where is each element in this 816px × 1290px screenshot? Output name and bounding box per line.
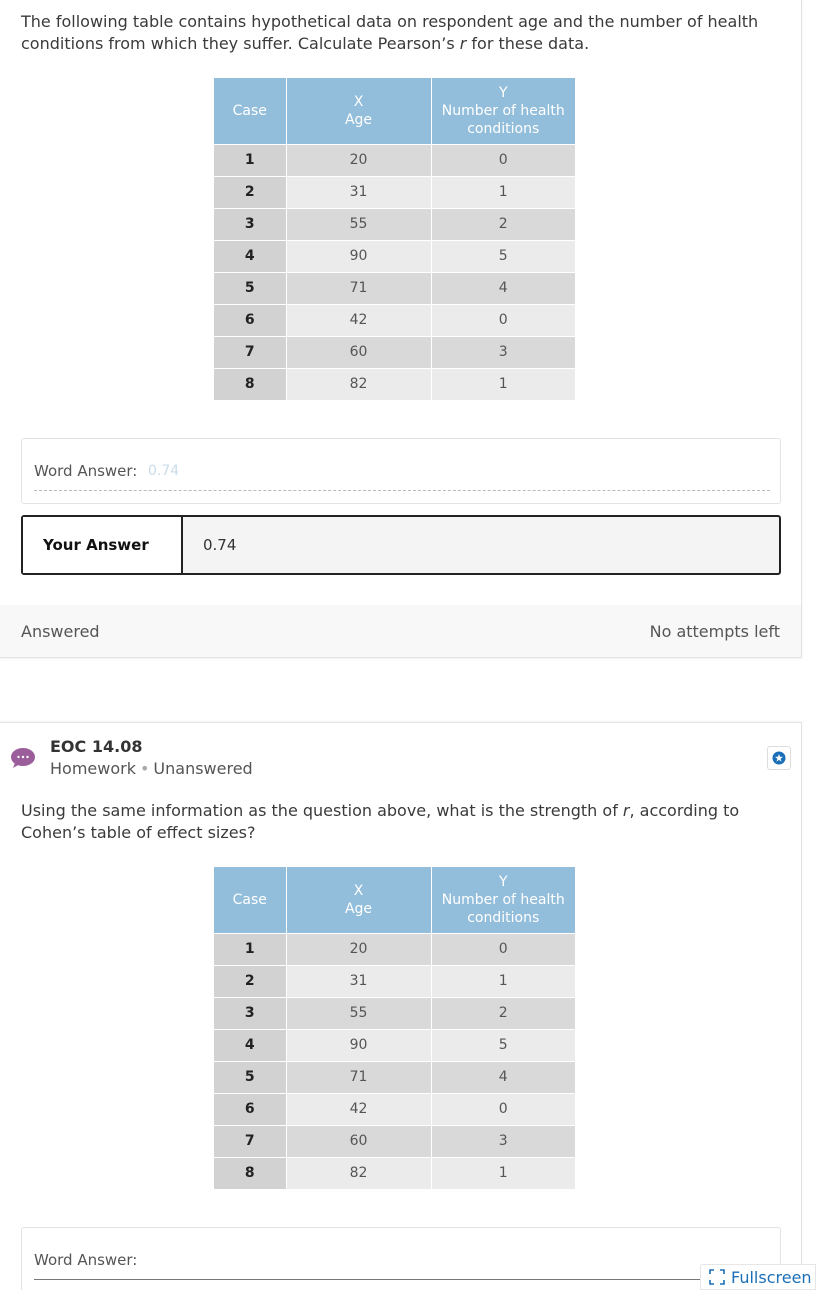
cell-health-conditions: 0 (431, 1093, 575, 1125)
answer-underline (34, 1279, 770, 1280)
separator-dot: • (139, 759, 150, 778)
answer-status: Answered (21, 622, 100, 641)
cell-health-conditions: 5 (431, 240, 575, 272)
attempts-remaining: No attempts left (649, 622, 780, 641)
cell-health-conditions: 1 (431, 965, 575, 997)
question-card-2 (0, 722, 802, 1290)
header-x-age (286, 78, 431, 144)
cell-case: 6 (214, 1093, 286, 1125)
cell-case: 7 (214, 1125, 286, 1157)
cell-health-conditions: 1 (431, 1157, 575, 1189)
cell-age: 20 (286, 144, 431, 176)
fullscreen-label: Fullscreen (731, 1267, 812, 1287)
question-1-footer (0, 605, 801, 657)
cell-health-conditions: 0 (431, 304, 575, 336)
cell-case: 3 (214, 208, 286, 240)
cell-health-conditions: 3 (431, 1125, 575, 1157)
cell-age: 82 (286, 368, 431, 400)
word-answer-box (21, 438, 781, 504)
cell-age: 90 (286, 1029, 431, 1061)
table-row (214, 144, 575, 176)
cell-health-conditions: 1 (431, 176, 575, 208)
cell-case: 4 (214, 1029, 286, 1061)
cell-age: 42 (286, 304, 431, 336)
cell-case: 1 (214, 933, 286, 965)
prompt-text-end: for these data. (466, 34, 590, 53)
header-conditions-label: Number of health conditions (441, 102, 565, 137)
table-row (214, 336, 575, 368)
header-case: Case (214, 867, 286, 933)
cell-case: 6 (214, 304, 286, 336)
word-answer-box (21, 1227, 781, 1290)
table-row (214, 176, 575, 208)
prompt-italic-r: r (622, 801, 630, 820)
question-status: Unanswered (153, 759, 253, 778)
word-answer-label: Word Answer: (34, 462, 138, 480)
table-row (214, 933, 575, 965)
header-x-age (286, 867, 431, 933)
cell-age: 42 (286, 1093, 431, 1125)
your-answer-value: 0.74 (203, 536, 237, 554)
cell-case: 2 (214, 965, 286, 997)
header-y-label: Y (498, 873, 508, 890)
header-age-label: Age (344, 111, 373, 128)
header-x-label: X (353, 93, 364, 110)
word-answer-label: Word Answer: (34, 1251, 138, 1269)
prompt-text: The following table contains hypothetical data on respondent age and the number of health conditions from which they suffer. Calculate Pearson’s (21, 12, 759, 53)
star-badge-icon (772, 751, 786, 765)
bookmark-button[interactable] (767, 746, 791, 770)
table-row (214, 240, 575, 272)
data-table-2 (214, 867, 575, 1189)
cell-age: 60 (286, 336, 431, 368)
fullscreen-button[interactable] (700, 1264, 816, 1290)
cell-case: 5 (214, 1061, 286, 1093)
cell-case: 7 (214, 336, 286, 368)
cell-case: 1 (214, 144, 286, 176)
cell-case: 4 (214, 240, 286, 272)
header-x-label: X (353, 882, 364, 899)
data-table-1 (214, 78, 575, 400)
cell-health-conditions: 2 (431, 208, 575, 240)
table-header-row (214, 78, 575, 144)
cell-health-conditions: 0 (431, 144, 575, 176)
table-row (214, 1093, 575, 1125)
answer-underline (34, 490, 770, 491)
table-body-1 (214, 144, 575, 400)
your-answer-box (21, 515, 781, 575)
cell-age: 31 (286, 176, 431, 208)
question-2-prompt (21, 800, 781, 844)
question-meta (50, 759, 253, 778)
cell-case: 2 (214, 176, 286, 208)
table-row (214, 1125, 575, 1157)
header-y-conditions (431, 867, 575, 933)
cell-age: 71 (286, 272, 431, 304)
header-conditions-label: Number of health conditions (441, 891, 565, 926)
header-case: Case (214, 78, 286, 144)
header-y-conditions (431, 78, 575, 144)
expand-icon (709, 1269, 725, 1285)
cell-health-conditions: 1 (431, 368, 575, 400)
prompt-italic-r: r (459, 34, 467, 53)
cell-age: 90 (286, 240, 431, 272)
table-row (214, 997, 575, 1029)
cell-health-conditions: 4 (431, 1061, 575, 1093)
cell-health-conditions: 3 (431, 336, 575, 368)
cell-health-conditions: 2 (431, 997, 575, 1029)
chat-bubble-icon[interactable] (10, 747, 36, 769)
cell-case: 8 (214, 1157, 286, 1189)
cell-case: 3 (214, 997, 286, 1029)
header-y-label: Y (498, 84, 508, 101)
cell-age: 82 (286, 1157, 431, 1189)
table-row (214, 1029, 575, 1061)
table-row (214, 1157, 575, 1189)
table-body-2 (214, 933, 575, 1189)
your-answer-label: Your Answer (23, 517, 183, 573)
question-title: EOC 14.08 (50, 737, 143, 756)
prompt-text-end: , according to Cohen’s table of effect sizes? (21, 801, 740, 842)
table-row (214, 208, 575, 240)
cell-health-conditions: 4 (431, 272, 575, 304)
header-age-label: Age (344, 900, 373, 917)
cell-age: 31 (286, 965, 431, 997)
question-1-prompt (21, 11, 781, 55)
cell-case: 5 (214, 272, 286, 304)
cell-health-conditions: 0 (431, 933, 575, 965)
table-row (214, 368, 575, 400)
cell-age: 55 (286, 997, 431, 1029)
table-header-row (214, 867, 575, 933)
cell-age: 55 (286, 208, 431, 240)
cell-case: 8 (214, 368, 286, 400)
cell-age: 71 (286, 1061, 431, 1093)
prompt-text: Using the same information as the question above, what is the strength of (21, 801, 623, 820)
cell-age: 20 (286, 933, 431, 965)
word-answer-value: 0.74 (148, 463, 180, 479)
cell-health-conditions: 5 (431, 1029, 575, 1061)
cell-age: 60 (286, 1125, 431, 1157)
table-row (214, 304, 575, 336)
table-row (214, 1061, 575, 1093)
table-row (214, 272, 575, 304)
table-row (214, 965, 575, 997)
question-category: Homework (50, 759, 136, 778)
